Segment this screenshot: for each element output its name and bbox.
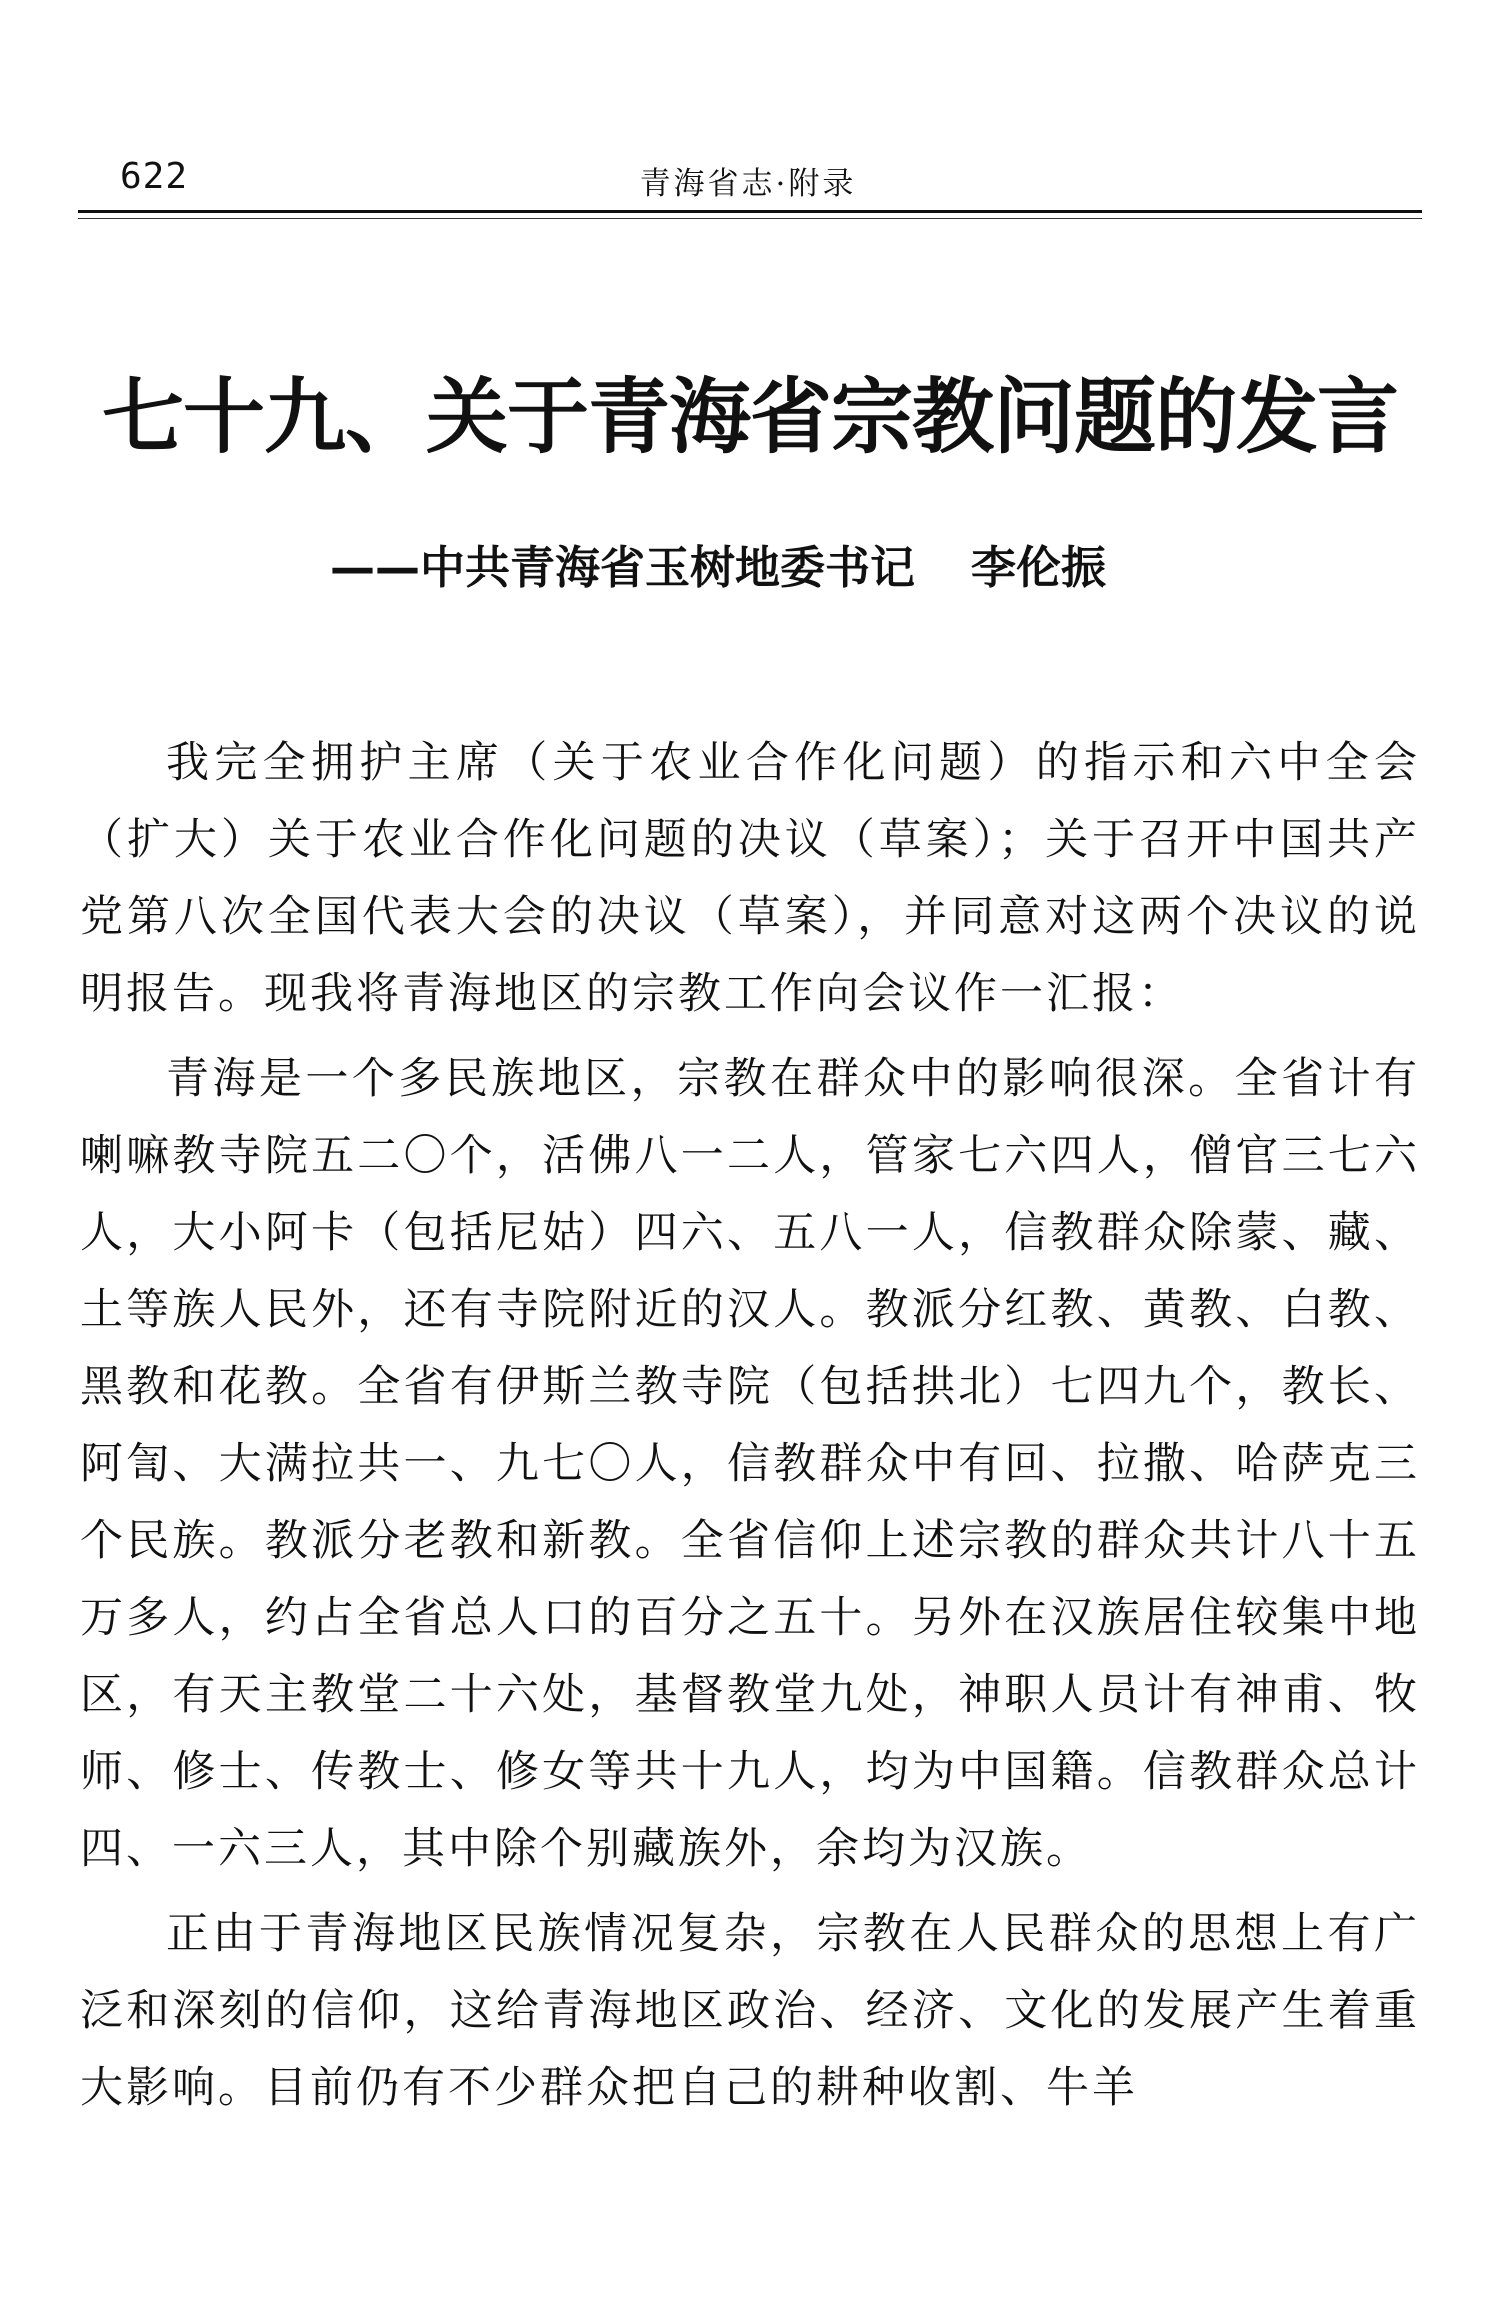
page-header: [78, 150, 1418, 210]
article-title: 七十九、关于青海省宗教问题的发言: [101, 370, 1398, 465]
byline-author: 李伦振: [971, 541, 1107, 594]
body-paragraph: 我完全拥护主席（关于农业合作化问题）的指示和六中全会（扩大）关于农业合作化问题的决议（草案）；关于召开中国共产党第八次全国代表大会的决议（草案），并同意对这两个决议的说明报告。现我将青海地区的宗教工作向会议作一汇报：: [80, 738, 1420, 1019]
byline-position: 中共青海省玉树地委书记: [420, 541, 916, 594]
running-head: 青海省志·附录: [639, 166, 857, 202]
body-paragraph: 青海是一个多民族地区，宗教在群众中的影响很深。全省计有喇嘛教寺院五二〇个，活佛八一二人，管家七六四人，僧官三七六人，大小阿卡（包括尼姑）四六、五八一人，信教群众除蒙、藏、土等族人民外，还有寺院附近的汉人。教派分红教、黄教、白教、黑教和花教。全省有伊斯兰教寺院（包括拱北）七四九个，教长、阿訇、大满拉共一、九七〇人，信教群众中有回、拉撒、哈萨克三个民族。教派分老教和新教。全省信仰上述宗教的群众共计八十五万多人，约占全省总人口的百分之五十。另外在汉族居住较集中地区，有天主教堂二十六处，基督教堂九处，神职人员计有神甫、牧师、修士、传教士、修女等共十九人，均为中国籍。信教群众总计四、一六三人，其中除个别藏族外，余均为汉族。: [80, 1054, 1420, 1874]
body-paragraph: 正由于青海地区民族情况复杂，宗教在人民群众的思想上有广泛和深刻的信仰，这给青海地区政治、经济、文化的发展产生着重大影响。目前仍有不少群众把自己的耕种收割、牛羊: [80, 1909, 1420, 2113]
article-body: [80, 725, 1420, 2135]
header-rule-thick: [78, 210, 1422, 213]
header-rule-thin: [78, 218, 1422, 219]
page-number: 622: [120, 156, 189, 197]
article-byline: [330, 538, 1106, 598]
byline-dash: ——: [330, 541, 420, 594]
